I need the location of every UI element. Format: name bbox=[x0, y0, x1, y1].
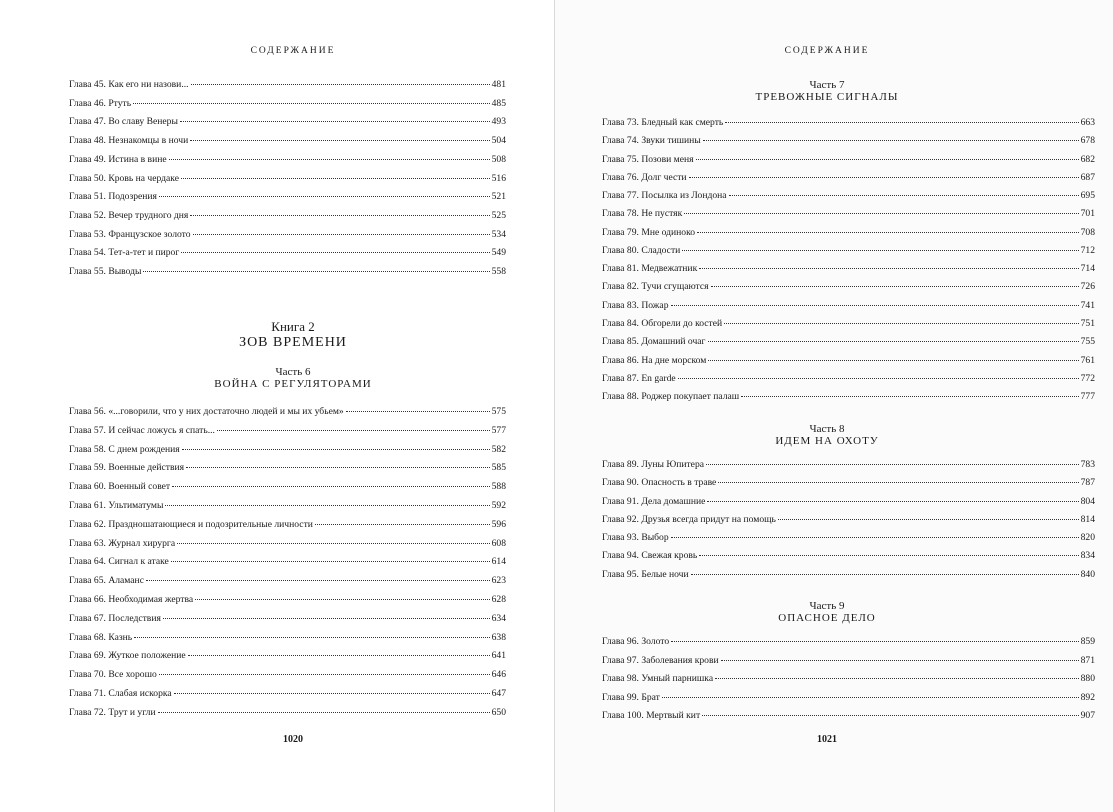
toc-entry-page: 558 bbox=[491, 266, 506, 277]
toc-entry bbox=[69, 613, 506, 627]
toc-entry-title: Глава 83. Пожар bbox=[602, 299, 669, 311]
toc-entry bbox=[602, 673, 1095, 687]
toc-entry bbox=[602, 318, 1095, 332]
toc-entry-title: Глава 67. Последствия bbox=[69, 612, 161, 624]
dot-leader bbox=[684, 213, 1078, 214]
toc-entry-page: 804 bbox=[1080, 495, 1095, 507]
toc-entry-page: 777 bbox=[1080, 391, 1095, 403]
toc-entry-title: Глава 100. Мертвый кит bbox=[602, 710, 701, 721]
dot-leader bbox=[729, 195, 1079, 196]
dot-leader bbox=[172, 486, 489, 487]
toc-entry bbox=[602, 692, 1095, 706]
toc-entry-page: 614 bbox=[491, 556, 506, 568]
toc-entry-title: Глава 54. Тет-а-тет и пирог bbox=[69, 247, 180, 259]
toc-entry-page: 575 bbox=[491, 406, 506, 417]
toc-entry-page: 712 bbox=[1080, 244, 1095, 256]
toc-entry-title: Глава 65. Аламанс bbox=[69, 575, 144, 587]
dot-leader bbox=[699, 555, 1078, 556]
toc-entry bbox=[69, 481, 506, 495]
toc-entry-title: Глава 45. Как его ни назови... bbox=[69, 79, 189, 90]
toc-entry bbox=[69, 229, 506, 243]
dot-leader bbox=[159, 196, 490, 197]
toc-entry-title: Глава 97. Заболевания крови bbox=[602, 654, 719, 666]
toc-entry-page: 534 bbox=[491, 228, 506, 240]
toc-entry-title: Глава 48. Незнакомцы в ночи bbox=[69, 135, 189, 147]
toc-entry bbox=[69, 444, 506, 458]
toc-entry bbox=[69, 116, 506, 130]
dot-leader bbox=[671, 305, 1079, 306]
toc-entry-page: 638 bbox=[491, 631, 506, 643]
dot-leader bbox=[662, 697, 1079, 698]
toc-entry bbox=[69, 500, 506, 514]
toc-entry-page: 772 bbox=[1080, 372, 1095, 384]
dot-leader bbox=[171, 561, 490, 562]
toc-entry-title: Глава 91. Дела домашние bbox=[602, 495, 706, 507]
toc-entry-title: Глава 90. Опасность в траве bbox=[602, 477, 717, 489]
toc-entry-title: Глава 80. Сладости bbox=[602, 244, 681, 256]
toc-entry-title: Глава 57. И сейчас ложусь я спать... bbox=[69, 424, 215, 436]
toc-entry bbox=[602, 245, 1095, 259]
toc-entry bbox=[69, 632, 506, 646]
toc-entry bbox=[69, 247, 506, 261]
toc-entry-title: Глава 61. Ультиматумы bbox=[69, 500, 164, 511]
toc-entry bbox=[602, 117, 1095, 131]
dot-leader bbox=[181, 178, 490, 179]
dot-leader bbox=[163, 618, 490, 619]
toc-entry bbox=[69, 519, 506, 533]
dot-leader bbox=[725, 122, 1078, 123]
toc-entry bbox=[602, 227, 1095, 241]
toc-entry-title: Глава 74. Звуки тишины bbox=[602, 135, 701, 147]
toc-entry-page: 880 bbox=[1080, 673, 1095, 684]
toc-entry-page: 682 bbox=[1080, 153, 1095, 165]
toc-entry-page: 814 bbox=[1080, 513, 1095, 525]
part9-heading bbox=[548, 600, 1106, 624]
toc-entry-title: Глава 76. Долг чести bbox=[602, 171, 687, 183]
toc-entry bbox=[602, 569, 1095, 583]
toc-entry-page: 726 bbox=[1080, 281, 1095, 293]
toc-entry bbox=[69, 538, 506, 552]
part8-heading bbox=[548, 423, 1106, 447]
toc-entry bbox=[602, 636, 1095, 650]
dot-leader bbox=[165, 505, 489, 506]
toc-entry bbox=[602, 300, 1095, 314]
toc-entry-title: Глава 66. Необходимая жертва bbox=[69, 594, 194, 605]
toc-entry bbox=[602, 514, 1095, 528]
toc-entry-page: 907 bbox=[1080, 710, 1095, 721]
dot-leader bbox=[697, 232, 1079, 233]
toc-entry-page: 834 bbox=[1080, 550, 1095, 562]
toc-entry-page: 592 bbox=[491, 500, 506, 511]
dot-leader bbox=[315, 524, 490, 525]
toc-entry-page: 751 bbox=[1080, 317, 1095, 329]
dot-leader bbox=[169, 159, 490, 160]
dot-leader bbox=[689, 177, 1079, 178]
toc-entry bbox=[602, 336, 1095, 350]
toc-entry-page: 634 bbox=[491, 612, 506, 624]
toc-entry bbox=[602, 208, 1095, 222]
dot-leader bbox=[134, 637, 489, 638]
toc-entry-page: 663 bbox=[1080, 117, 1095, 128]
dot-leader bbox=[190, 215, 489, 216]
dot-leader bbox=[724, 323, 1078, 324]
part-label: Часть 8 bbox=[809, 423, 845, 435]
toc-entry bbox=[69, 210, 506, 224]
toc-entry-page: 481 bbox=[491, 79, 506, 90]
toc-entry-title: Глава 69. Жуткое положение bbox=[69, 650, 186, 662]
toc-entry-page: 646 bbox=[491, 669, 506, 681]
part7-heading bbox=[548, 79, 1106, 103]
toc-entry bbox=[69, 594, 506, 608]
toc-entry bbox=[602, 655, 1095, 669]
toc-entry-title: Глава 64. Сигнал к атаке bbox=[69, 556, 169, 568]
dot-leader bbox=[703, 140, 1079, 141]
dot-leader bbox=[721, 660, 1079, 661]
toc-entry-title: Глава 85. Домашний очаг bbox=[602, 336, 706, 348]
toc-entry-title: Глава 79. Мне одиноко bbox=[602, 226, 696, 238]
toc-entry-title: Глава 93. Выбор bbox=[602, 532, 669, 543]
toc-entry bbox=[69, 406, 506, 420]
toc-entry-page: 521 bbox=[491, 191, 506, 203]
running-head: СОДЕРЖАНИЕ bbox=[784, 46, 870, 56]
toc-entry-title: Глава 92. Друзья всегда придут на помощь bbox=[602, 513, 776, 525]
toc-entry-title: Глава 82. Тучи сгущаются bbox=[602, 281, 709, 293]
toc-entry-page: 588 bbox=[491, 481, 506, 493]
right-page bbox=[555, 0, 1113, 812]
dot-leader bbox=[671, 641, 1078, 642]
toc-entry-title: Глава 89. Луны Юпитера bbox=[602, 459, 704, 470]
dot-leader bbox=[190, 140, 489, 141]
part-title: ИДЕМ НА ОХОТУ bbox=[775, 435, 879, 447]
toc-entry bbox=[602, 477, 1095, 491]
dot-leader bbox=[708, 360, 1078, 361]
toc-entry-page: 741 bbox=[1080, 299, 1095, 311]
dot-leader bbox=[682, 250, 1078, 251]
toc-entry bbox=[602, 532, 1095, 546]
toc-entry-page: 596 bbox=[491, 518, 506, 530]
toc-entry bbox=[602, 154, 1095, 168]
dot-leader bbox=[195, 599, 489, 600]
toc-entry-page: 859 bbox=[1080, 636, 1095, 647]
part-label: Часть 9 bbox=[809, 600, 845, 612]
toc-entry-title: Глава 70. Все хорошо bbox=[69, 669, 157, 681]
toc-entry-title: Глава 87. En garde bbox=[602, 372, 676, 384]
toc-entry bbox=[69, 556, 506, 570]
toc-entry-page: 701 bbox=[1080, 208, 1095, 220]
toc-entry-page: 755 bbox=[1080, 336, 1095, 348]
toc-entry-page: 783 bbox=[1080, 459, 1095, 470]
toc-entry-title: Глава 81. Медвежатник bbox=[602, 263, 698, 275]
toc-entry-title: Глава 47. Во славу Венеры bbox=[69, 116, 178, 128]
toc-entry-title: Глава 49. Истина в вине bbox=[69, 153, 167, 165]
toc-entry bbox=[602, 496, 1095, 510]
toc-entry bbox=[69, 173, 506, 187]
toc-entry-title: Глава 59. Военные действия bbox=[69, 462, 185, 474]
toc-entry bbox=[602, 281, 1095, 295]
toc-entry-title: Глава 96. Золото bbox=[602, 636, 670, 647]
toc-entry-page: 493 bbox=[491, 116, 506, 128]
dot-leader bbox=[143, 271, 489, 272]
dot-leader bbox=[193, 234, 490, 235]
toc-entry-page: 647 bbox=[491, 688, 506, 699]
toc-entry-page: 485 bbox=[491, 97, 506, 109]
dot-leader bbox=[182, 449, 490, 450]
toc-entry-page: 687 bbox=[1080, 171, 1095, 183]
toc-entry bbox=[602, 135, 1095, 149]
toc-entry-title: Глава 62. Праздношатающиеся и подозрительные личности bbox=[69, 518, 313, 530]
toc-entry-page: 641 bbox=[491, 650, 506, 662]
toc-entry-title: Глава 68. Казнь bbox=[69, 631, 133, 643]
dot-leader bbox=[696, 159, 1079, 160]
toc-entry-title: Глава 53. Французское золото bbox=[69, 228, 191, 240]
toc-entry-title: Глава 95. Белые ночи bbox=[602, 568, 689, 580]
toc-entry-page: 840 bbox=[1080, 568, 1095, 580]
toc-entry bbox=[602, 355, 1095, 369]
toc-entry-title: Глава 55. Выводы bbox=[69, 266, 142, 277]
toc-entry-title: Глава 50. Кровь на чердаке bbox=[69, 172, 179, 184]
dot-leader bbox=[191, 84, 490, 85]
toc-entry-page: 504 bbox=[491, 135, 506, 147]
toc-entry bbox=[69, 575, 506, 589]
toc-entry-page: 525 bbox=[491, 209, 506, 221]
toc-entry bbox=[602, 710, 1095, 724]
toc-entry-page: 695 bbox=[1080, 190, 1095, 202]
toc-entry bbox=[69, 135, 506, 149]
toc-entry-title: Глава 99. Брат bbox=[602, 691, 660, 703]
toc-entry bbox=[69, 707, 506, 721]
dot-leader bbox=[158, 712, 490, 713]
toc-entry bbox=[602, 550, 1095, 564]
toc-entry-page: 871 bbox=[1080, 654, 1095, 666]
toc-entry bbox=[602, 391, 1095, 405]
toc-entry-title: Глава 56. «...говорили, что у них достаточно людей и мы их убьем» bbox=[69, 406, 344, 417]
toc-entry-title: Глава 52. Вечер трудного дня bbox=[69, 209, 189, 221]
toc-entry-title: Глава 58. С днем рождения bbox=[69, 443, 180, 455]
toc-entry-page: 787 bbox=[1080, 477, 1095, 489]
toc-entry-page: 608 bbox=[491, 537, 506, 549]
toc-entry bbox=[69, 154, 506, 168]
toc-entry-page: 549 bbox=[491, 247, 506, 259]
dot-leader bbox=[707, 501, 1078, 502]
dot-leader bbox=[146, 580, 490, 581]
dot-leader bbox=[718, 482, 1078, 483]
book-label: Книга 2 bbox=[271, 319, 315, 334]
dot-leader bbox=[691, 574, 1079, 575]
book-title: ЗОВ ВРЕМЕНИ bbox=[239, 335, 347, 350]
toc-entry-title: Глава 88. Роджер покупает палаш bbox=[602, 391, 740, 403]
toc-entry-title: Глава 94. Свежая кровь bbox=[602, 550, 698, 562]
part-title: ВОЙНА С РЕГУЛЯТОРАМИ bbox=[214, 378, 372, 390]
toc-entry-title: Глава 71. Слабая искорка bbox=[69, 688, 172, 699]
dot-leader bbox=[671, 537, 1079, 538]
dot-leader bbox=[702, 715, 1078, 716]
dot-leader bbox=[706, 464, 1079, 465]
dot-leader bbox=[159, 674, 490, 675]
part-title: ОПАСНОЕ ДЕЛО bbox=[778, 612, 876, 624]
toc-entry-title: Глава 46. Ртуть bbox=[69, 97, 132, 109]
left-page bbox=[0, 0, 554, 812]
page-number: 1020 bbox=[283, 734, 303, 745]
toc-entry bbox=[69, 425, 506, 439]
toc-entry-title: Глава 98. Умный парнишка bbox=[602, 673, 714, 684]
dot-leader bbox=[181, 252, 489, 253]
dot-leader bbox=[186, 467, 490, 468]
toc-entry-title: Глава 75. Позови меня bbox=[602, 153, 694, 165]
dot-leader bbox=[174, 693, 490, 694]
part-title: ТРЕВОЖНЫЕ СИГНАЛЫ bbox=[755, 91, 899, 103]
toc-entry-title: Глава 72. Трут и угли bbox=[69, 706, 156, 718]
toc-entry bbox=[69, 191, 506, 205]
toc-entry-page: 582 bbox=[491, 443, 506, 455]
running-head: СОДЕРЖАНИЕ bbox=[250, 46, 336, 56]
toc-entry-title: Глава 60. Военный совет bbox=[69, 481, 171, 493]
part-heading bbox=[16, 366, 570, 390]
toc-entry-page: 516 bbox=[491, 172, 506, 184]
toc-entry-page: 585 bbox=[491, 462, 506, 474]
dot-leader bbox=[180, 121, 490, 122]
dot-leader bbox=[741, 396, 1078, 397]
toc-entry-title: Глава 63. Журнал хирурга bbox=[69, 537, 176, 549]
toc-entry-page: 678 bbox=[1080, 135, 1095, 147]
toc-entry-page: 708 bbox=[1080, 226, 1095, 238]
toc-entry bbox=[602, 459, 1095, 473]
toc-entry-page: 623 bbox=[491, 575, 506, 587]
dot-leader bbox=[699, 268, 1078, 269]
toc-entry bbox=[602, 373, 1095, 387]
toc-entry-page: 714 bbox=[1080, 263, 1095, 275]
toc-entry bbox=[69, 266, 506, 280]
part-label: Часть 7 bbox=[809, 79, 845, 91]
toc-entry-page: 577 bbox=[491, 424, 506, 436]
dot-leader bbox=[133, 103, 490, 104]
dot-leader bbox=[778, 519, 1079, 520]
toc-entry bbox=[69, 98, 506, 112]
toc-entry bbox=[602, 263, 1095, 277]
toc-entry-title: Глава 73. Бледный как смерть bbox=[602, 117, 724, 128]
dot-leader bbox=[715, 678, 1079, 679]
toc-entry-page: 508 bbox=[491, 153, 506, 165]
part-label: Часть 6 bbox=[275, 366, 311, 378]
page-number: 1021 bbox=[817, 734, 837, 745]
toc-entry-page: 650 bbox=[491, 706, 506, 718]
dot-leader bbox=[346, 411, 490, 412]
toc-entry bbox=[602, 190, 1095, 204]
toc-entry-title: Глава 84. Обгорели до костей bbox=[602, 317, 723, 329]
toc-entry-page: 892 bbox=[1080, 691, 1095, 703]
dot-leader bbox=[217, 430, 490, 431]
toc-entry bbox=[602, 172, 1095, 186]
dot-leader bbox=[708, 341, 1079, 342]
toc-entry bbox=[69, 669, 506, 683]
toc-entry-title: Глава 78. Не пустяк bbox=[602, 208, 683, 220]
toc-entry-page: 628 bbox=[491, 594, 506, 605]
toc-entry bbox=[69, 650, 506, 664]
dot-leader bbox=[188, 655, 490, 656]
toc-entry-page: 820 bbox=[1080, 532, 1095, 543]
dot-leader bbox=[711, 286, 1079, 287]
dot-leader bbox=[177, 543, 490, 544]
toc-entry-title: Глава 86. На дне морском bbox=[602, 354, 707, 366]
book-heading bbox=[16, 319, 570, 351]
toc-entry bbox=[69, 462, 506, 476]
toc-entry-page: 761 bbox=[1080, 354, 1095, 366]
toc-entry bbox=[69, 79, 506, 93]
toc-entry-title: Глава 77. Посылка из Лондона bbox=[602, 190, 727, 202]
toc-entry-title: Глава 51. Подозрения bbox=[69, 191, 157, 203]
dot-leader bbox=[678, 378, 1079, 379]
toc-entry bbox=[69, 688, 506, 702]
